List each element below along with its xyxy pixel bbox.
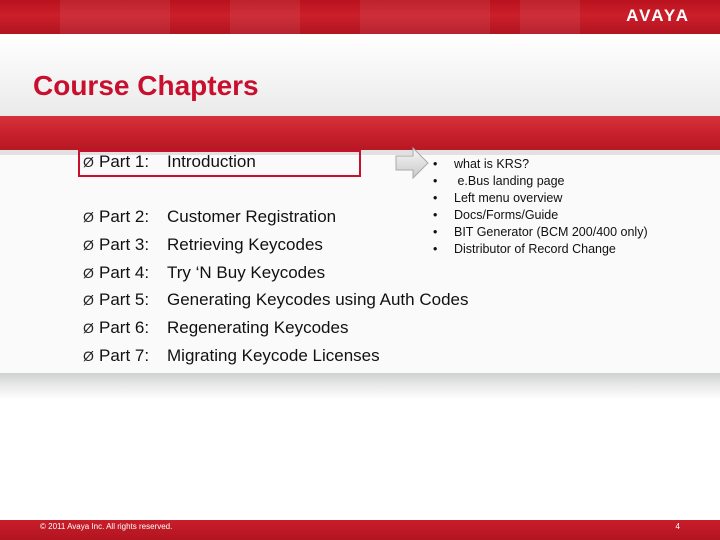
- accent-bar: [0, 116, 720, 150]
- arrow-bullet-icon: Ø: [83, 348, 94, 364]
- chapter-item: Ø Part 2: Customer Registration: [83, 207, 337, 226]
- bullet-icon: •: [433, 208, 438, 222]
- arrow-bullet-icon: Ø: [83, 237, 94, 253]
- arrow-bullet-icon: Ø: [83, 292, 94, 308]
- avaya-logo: AVAYA: [626, 6, 690, 25]
- bullet-icon: •: [433, 157, 438, 171]
- bullet-icon: •: [433, 174, 438, 188]
- bullet-icon: •: [433, 242, 438, 256]
- chapter-item: Ø Part 7: Migrating Keycode Licenses: [83, 346, 380, 365]
- callout-arrow-icon: [395, 146, 429, 180]
- header-band: [0, 0, 720, 34]
- arrow-bullet-icon: Ø: [83, 209, 94, 225]
- arrow-bullet-icon: Ø: [83, 320, 94, 336]
- chapter-item: Ø Part 1: Introduction: [83, 152, 256, 171]
- chapter-item: Ø Part 6: Regenerating Keycodes: [83, 318, 349, 337]
- copyright-text: © 2011 Avaya Inc. All rights reserved.: [40, 522, 173, 531]
- bottom-divider: [0, 373, 720, 399]
- arrow-bullet-icon: Ø: [83, 154, 94, 170]
- bullet-icon: •: [433, 225, 438, 239]
- slide-title: Course Chapters: [33, 70, 259, 101]
- chapter-item: Ø Part 5: Generating Keycodes using Auth Codes: [83, 290, 469, 309]
- page-number: 4: [675, 522, 680, 531]
- chapter-item: Ø Part 3: Retrieving Keycodes: [83, 235, 323, 254]
- chapter-item: Ø Part 4: Try ‘N Buy Keycodes: [83, 263, 326, 282]
- arrow-bullet-icon: Ø: [83, 265, 94, 281]
- bullet-icon: •: [433, 191, 438, 205]
